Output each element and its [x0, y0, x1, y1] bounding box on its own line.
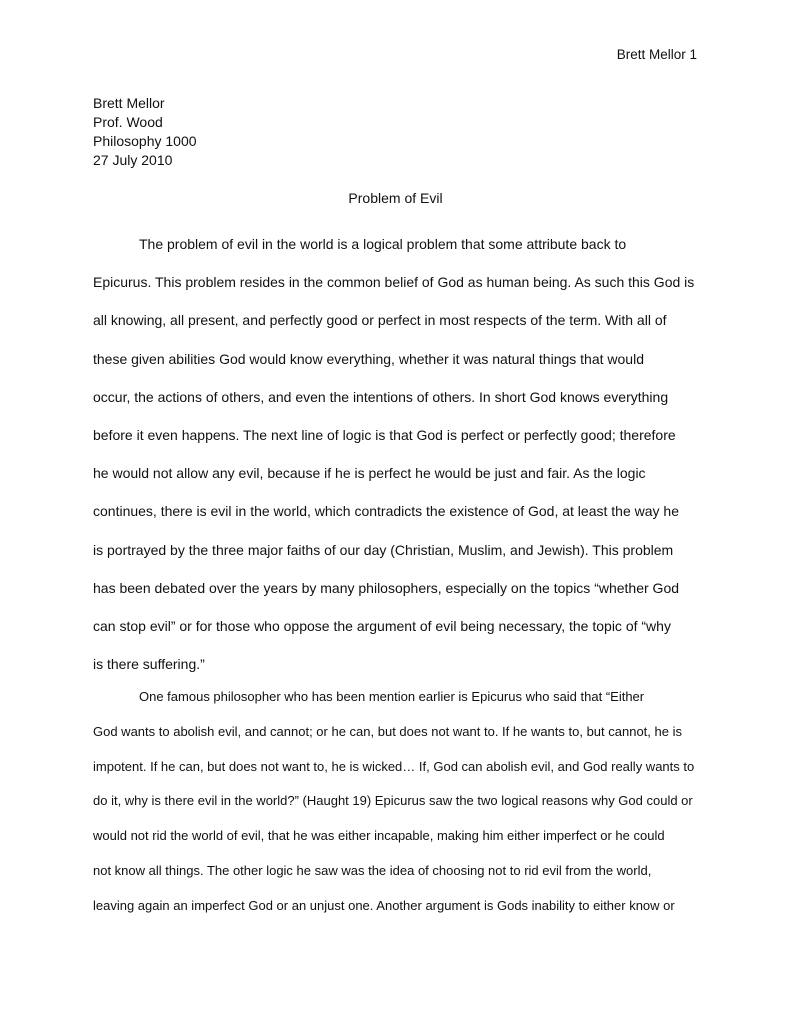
paragraph-line: before it even happens. The next line of logic is that God is perfect or perfectly good; therefore	[93, 427, 676, 444]
paragraph-line: all knowing, all present, and perfectly good or perfect in most respects of the term. With all of	[93, 312, 667, 329]
paragraph-line: not know all things. The other logic he saw was the idea of choosing not to rid evil from the world,	[93, 862, 652, 878]
paragraph-line: he would not allow any evil, because if he is perfect he would be just and fair. As the logic	[93, 465, 646, 482]
paragraph-line: is portrayed by the three major faiths of our day (Christian, Muslim, and Jewish). This problem	[93, 541, 674, 558]
date: 27 July 2010	[93, 152, 173, 168]
author-name: Brett Mellor	[93, 95, 165, 111]
mla-heading	[93, 94, 197, 170]
paragraph-line: occur, the actions of others, and even the intentions of others. In short God knows everything	[93, 388, 669, 405]
paragraph-line: leaving again an imperfect God or an unjust one. Another argument is Gods inability to either know or	[93, 897, 675, 913]
paragraph-line: God wants to abolish evil, and cannot; or he can, but does not want to. If he wants to, but cannot, he is	[93, 723, 682, 739]
paragraph-line: Epicurus. This problem resides in the common belief of God as human being. As such this God is	[93, 274, 695, 291]
paragraph-line: would not rid the world of evil, that he was either incapable, making him either imperfect or he could	[93, 828, 665, 844]
essay-title: Problem of Evil	[348, 190, 443, 206]
paragraph-2	[93, 680, 703, 924]
paragraph-line: impotent. If he can, but does not want to, he is wicked… If, God can abolish evil, and God really wants to	[93, 758, 695, 774]
paragraph-1	[93, 225, 703, 683]
paragraph-line: do it, why is there evil in the world?” (Haught 19) Epicurus saw the two logical reasons why God could or	[93, 793, 693, 809]
paragraph-line: One famous philosopher who has been mention earlier is Epicurus who said that “Either	[139, 689, 645, 704]
paragraph-line: can stop evil” or for those who oppose the argument of evil being necessary, the topic of “why	[93, 618, 671, 635]
paragraph-line: has been debated over the years by many philosophers, especially on the topics “whether God	[93, 579, 680, 596]
paragraph-line: continues, there is evil in the world, which contradicts the existence of God, at least the way he	[93, 503, 679, 520]
course-name: Philosophy 1000	[93, 133, 197, 149]
paragraph-line: these given abilities God would know everything, whether it was natural things that would	[93, 350, 644, 367]
paragraph-line: is there suffering.”	[93, 656, 205, 673]
paragraph-line: The problem of evil in the world is a logical problem that some attribute back to	[139, 236, 627, 252]
instructor-name: Prof. Wood	[93, 114, 163, 130]
running-head: Brett Mellor 1	[616, 47, 697, 62]
